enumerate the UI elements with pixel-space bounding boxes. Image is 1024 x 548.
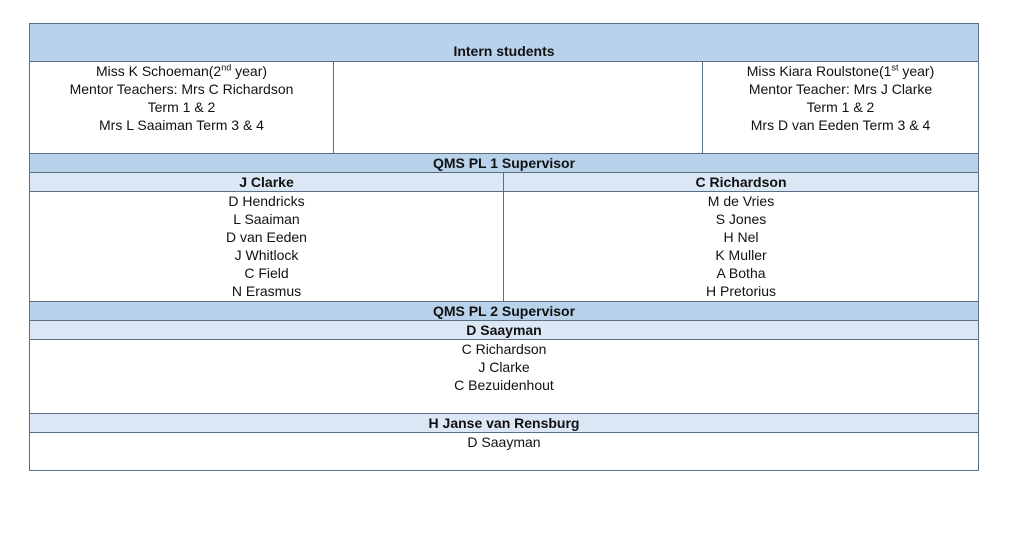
list-item: A Botha <box>716 265 766 281</box>
intern-right-mentor: Mentor Teacher: Mrs J Clarke <box>748 81 933 97</box>
list-item: D van Eeden <box>226 229 307 245</box>
intern-left-name-suffix: year) <box>231 63 268 79</box>
list-item: D Saayman <box>467 434 541 450</box>
intern-left-ordinal: nd <box>221 62 232 73</box>
pl2-group2-supervisor: H Janse van Rensburg <box>30 414 979 433</box>
intern-left-mentor: Mentor Teachers: Mrs C Richardson <box>69 81 294 97</box>
pl2-group1-supervisor: D Saayman <box>30 321 979 340</box>
pl2-heading: QMS PL 2 Supervisor <box>30 302 979 321</box>
intern-left-term3: Mrs L Saaiman Term 3 & 4 <box>99 117 264 133</box>
intern-left-term1: Term 1 & 2 <box>147 99 216 115</box>
intern-right-term1: Term 1 & 2 <box>806 99 875 115</box>
intern-right-ordinal: st <box>891 62 899 73</box>
intern-right-name <box>705 62 976 80</box>
pl1-heading: QMS PL 1 Supervisor <box>30 154 979 173</box>
intern-left-name <box>32 62 331 80</box>
pl2-group1-members <box>30 340 979 414</box>
list-item: J Clarke <box>478 359 530 375</box>
intern-students-heading: Intern students <box>30 24 979 62</box>
list-item: H Pretorius <box>705 283 777 299</box>
intern-middle-cell <box>334 62 703 154</box>
pl1-right-supervisor: C Richardson <box>504 173 979 192</box>
supervision-table <box>29 23 979 471</box>
list-item: D Hendricks <box>228 193 305 209</box>
pl1-right-members <box>504 192 979 302</box>
list-item: L Saaiman <box>233 211 300 227</box>
pl1-left-supervisor: J Clarke <box>30 173 504 192</box>
list-item: S Jones <box>715 211 767 227</box>
supervision-document <box>29 23 978 471</box>
intern-left-cell <box>30 62 334 154</box>
intern-right-term3: Mrs D van Eeden Term 3 & 4 <box>750 117 931 133</box>
list-item: M de Vries <box>707 193 775 209</box>
list-item: C Field <box>244 265 289 281</box>
list-item: J Whitlock <box>234 247 299 263</box>
list-item: H Nel <box>723 229 759 245</box>
intern-left-name-text: Miss K Schoeman(2 <box>95 63 222 79</box>
list-item: K Muller <box>715 247 767 263</box>
list-item: C Richardson <box>461 341 547 357</box>
intern-right-name-text: Miss Kiara Roulstone(1 <box>746 63 892 79</box>
intern-right-name-suffix: year) <box>898 63 935 79</box>
list-item: C Bezuidenhout <box>454 377 554 393</box>
pl1-left-members <box>30 192 504 302</box>
pl2-group2-members <box>30 433 979 471</box>
list-item: N Erasmus <box>231 283 302 299</box>
intern-right-cell <box>703 62 979 154</box>
